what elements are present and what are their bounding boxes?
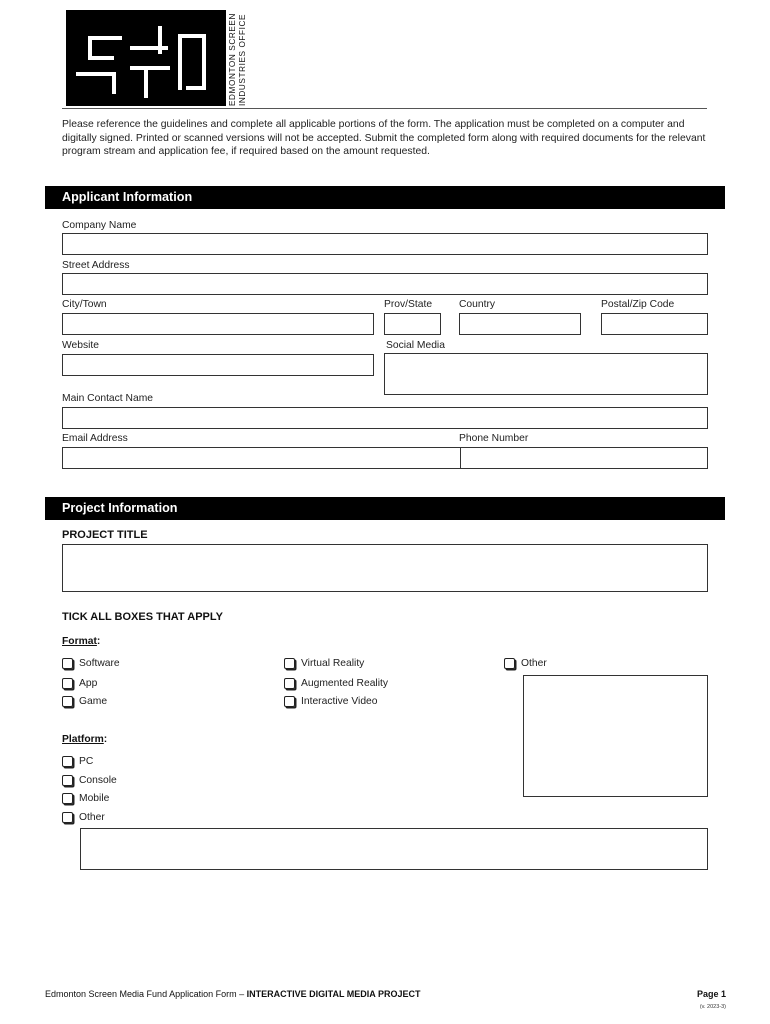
platform-heading-text: Platform bbox=[62, 734, 104, 745]
city-label: City/Town bbox=[62, 299, 107, 310]
platform-pc-checkbox[interactable] bbox=[62, 756, 93, 767]
platform-console-label: Console bbox=[79, 775, 117, 786]
checkbox-icon bbox=[62, 812, 73, 823]
street-address-field[interactable] bbox=[62, 273, 708, 295]
format-game-label: Game bbox=[79, 696, 108, 707]
footer-text bbox=[45, 989, 420, 999]
logo-wordmark bbox=[226, 8, 248, 108]
social-media-field[interactable] bbox=[384, 353, 708, 395]
postal-field[interactable] bbox=[601, 313, 708, 335]
format-software-label: Software bbox=[79, 658, 120, 669]
checkbox-icon bbox=[62, 696, 73, 707]
phone-label: Phone Number bbox=[459, 433, 529, 444]
logo-line-1: EDMONTON SCREEN bbox=[228, 12, 237, 106]
format-heading bbox=[62, 636, 100, 647]
footer-project-type: INTERACTIVE DIGITAL MEDIA PROJECT bbox=[246, 989, 421, 999]
applicant-section-header: Applicant Information bbox=[45, 186, 725, 209]
project-title-field[interactable] bbox=[62, 544, 708, 592]
platform-heading-colon: : bbox=[103, 734, 108, 745]
email-label: Email Address bbox=[62, 433, 128, 444]
social-media-label: Social Media bbox=[386, 340, 445, 351]
main-contact-field[interactable] bbox=[62, 407, 708, 429]
checkbox-icon bbox=[284, 696, 295, 707]
phone-field[interactable] bbox=[460, 447, 708, 469]
platform-console-checkbox[interactable] bbox=[62, 775, 117, 786]
format-heading-colon: : bbox=[96, 636, 101, 647]
checkbox-icon bbox=[62, 793, 73, 804]
logo-line-2: INDUSTRIES OFFICE bbox=[238, 13, 247, 106]
format-ar-checkbox[interactable] bbox=[284, 678, 388, 689]
postal-label: Postal/Zip Code bbox=[601, 299, 675, 310]
website-label: Website bbox=[62, 340, 100, 351]
platform-other-field[interactable] bbox=[80, 828, 708, 870]
checkbox-icon bbox=[62, 678, 73, 689]
checkbox-icon bbox=[504, 658, 515, 669]
format-vr-checkbox[interactable] bbox=[284, 658, 364, 669]
company-name-field[interactable] bbox=[62, 233, 708, 255]
format-software-checkbox[interactable] bbox=[62, 658, 120, 669]
format-ar-label: Augmented Reality bbox=[301, 678, 389, 689]
city-field[interactable] bbox=[62, 313, 374, 335]
format-vr-label: Virtual Reality bbox=[301, 658, 365, 669]
format-other-field[interactable] bbox=[523, 675, 708, 797]
prov-field[interactable] bbox=[384, 313, 441, 335]
platform-mobile-label: Mobile bbox=[79, 793, 110, 804]
format-interactive-video-label: Interactive Video bbox=[301, 696, 378, 707]
checkbox-icon bbox=[284, 678, 295, 689]
main-contact-label: Main Contact Name bbox=[62, 393, 153, 404]
format-heading-text: Format bbox=[62, 636, 97, 647]
version-number: (v. 2023-3) bbox=[699, 1004, 726, 1010]
format-app-label: App bbox=[79, 678, 98, 689]
tick-all-heading: TICK ALL BOXES THAT APPLY bbox=[62, 611, 223, 623]
project-section-header: Project Information bbox=[45, 497, 725, 520]
prov-label: Prov/State bbox=[384, 299, 433, 310]
country-label: Country bbox=[459, 299, 496, 310]
email-field[interactable] bbox=[62, 447, 461, 469]
checkbox-icon bbox=[62, 658, 73, 669]
format-game-checkbox[interactable] bbox=[62, 696, 107, 707]
website-field[interactable] bbox=[62, 354, 374, 376]
format-interactive-video-checkbox[interactable] bbox=[284, 696, 378, 707]
checkbox-icon bbox=[62, 756, 73, 767]
page-number: Page 1 bbox=[696, 989, 726, 999]
country-field[interactable] bbox=[459, 313, 581, 335]
platform-mobile-checkbox[interactable] bbox=[62, 793, 109, 804]
platform-other-label: Other bbox=[79, 812, 105, 823]
format-app-checkbox[interactable] bbox=[62, 678, 97, 689]
footer-form-name: Edmonton Screen Media Fund Application Form – bbox=[45, 989, 247, 999]
checkbox-icon bbox=[62, 775, 73, 786]
company-name-label: Company Name bbox=[62, 220, 137, 231]
esio-logo bbox=[66, 10, 226, 106]
platform-heading bbox=[62, 734, 107, 745]
project-title-label: PROJECT TITLE bbox=[62, 529, 148, 541]
platform-pc-label: PC bbox=[79, 756, 94, 767]
street-address-label: Street Address bbox=[62, 260, 130, 271]
format-other-checkbox[interactable] bbox=[504, 658, 547, 669]
intro-text: Please reference the guidelines and complete all applicable portions of the form. The application must be completed on a computer and digitally signed. Printed or scanned versions will not be accepted. Submit the completed form along with required documents for the relevant program stream and application fee, if required based on the amount requested. bbox=[62, 119, 706, 158]
format-other-label: Other bbox=[521, 658, 547, 669]
platform-other-checkbox[interactable] bbox=[62, 812, 105, 823]
checkbox-icon bbox=[284, 658, 295, 669]
header-rule bbox=[62, 108, 707, 109]
